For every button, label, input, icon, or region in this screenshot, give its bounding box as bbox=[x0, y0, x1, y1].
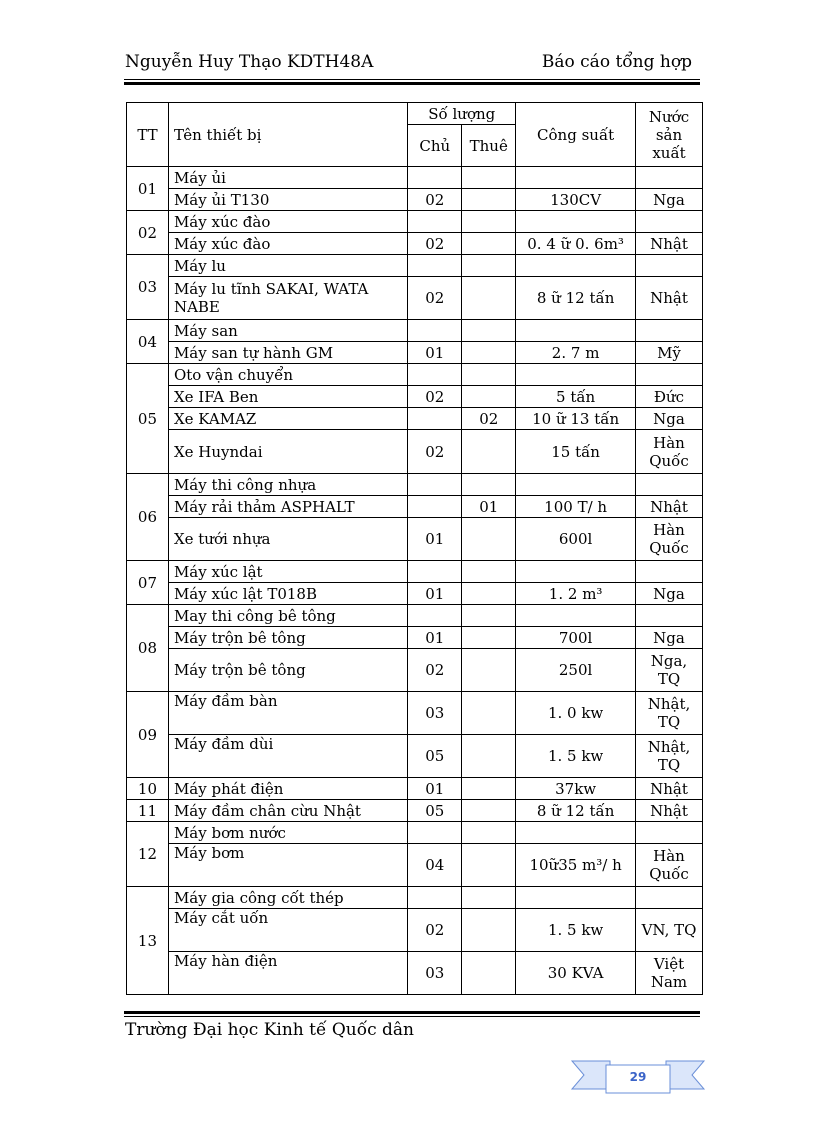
cell-name: Máy gia công cốt thép bbox=[168, 887, 407, 909]
table-row bbox=[127, 778, 703, 800]
cell-name: Máy thi công nhựa bbox=[168, 474, 407, 496]
cell-own: 01 bbox=[408, 518, 462, 561]
cell-origin: Nhật, TQ bbox=[636, 735, 703, 778]
cell-own bbox=[408, 474, 462, 496]
cell-name: Xe Huyndai bbox=[168, 430, 407, 474]
cell-own: 01 bbox=[408, 583, 462, 605]
cell-own: 03 bbox=[408, 692, 462, 735]
table-row bbox=[127, 822, 703, 844]
table-row bbox=[127, 561, 703, 583]
cell-name: Máy san tự hành GM bbox=[168, 342, 407, 364]
table-row bbox=[127, 627, 703, 649]
cell-own: 02 bbox=[408, 649, 462, 692]
table-row bbox=[127, 167, 703, 189]
table-row bbox=[127, 233, 703, 255]
cell-name: May thi công bê tông bbox=[168, 605, 407, 627]
cell-origin: Nhật, TQ bbox=[636, 692, 703, 735]
cell-name: Máy bơm bbox=[168, 844, 407, 887]
cell-own bbox=[408, 887, 462, 909]
cell-name: Máy xúc lật T018B bbox=[168, 583, 407, 605]
cell-power: 700l bbox=[516, 627, 636, 649]
cell-name: Máy rải thảm ASPHALT bbox=[168, 496, 407, 518]
cell-name: Máy đầm chân cừu Nhật bbox=[168, 800, 407, 822]
header-rule-thick bbox=[124, 82, 700, 85]
cell-rent bbox=[462, 211, 516, 233]
table-row bbox=[127, 364, 703, 386]
cell-power bbox=[516, 320, 636, 342]
cell-rent bbox=[462, 518, 516, 561]
cell-rent bbox=[462, 167, 516, 189]
cell-origin: Nhật bbox=[636, 277, 703, 320]
cell-name: Máy bơm nước bbox=[168, 822, 407, 844]
cell-own: 05 bbox=[408, 735, 462, 778]
cell-tt: 08 bbox=[127, 605, 169, 692]
cell-rent bbox=[462, 320, 516, 342]
cell-own bbox=[408, 211, 462, 233]
cell-power: 600l bbox=[516, 518, 636, 561]
cell-origin bbox=[636, 605, 703, 627]
footer-rule-thick bbox=[124, 1011, 700, 1014]
table-row bbox=[127, 342, 703, 364]
cell-power: 10 ữ 13 tấn bbox=[516, 408, 636, 430]
cell-power: 0. 4 ữ 0. 6m³ bbox=[516, 233, 636, 255]
table-row bbox=[127, 430, 703, 474]
cell-origin bbox=[636, 887, 703, 909]
cell-power bbox=[516, 211, 636, 233]
col-tt: TT bbox=[127, 103, 169, 167]
col-origin: Nước sản xuất bbox=[636, 103, 703, 167]
cell-power: 1. 5 kw bbox=[516, 909, 636, 952]
cell-power: 1. 5 kw bbox=[516, 735, 636, 778]
cell-power bbox=[516, 474, 636, 496]
cell-rent bbox=[462, 430, 516, 474]
cell-own: 02 bbox=[408, 430, 462, 474]
cell-own: 01 bbox=[408, 627, 462, 649]
cell-name: Máy lu bbox=[168, 255, 407, 277]
cell-name: Máy đầm bàn bbox=[168, 692, 407, 735]
table-row bbox=[127, 692, 703, 735]
cell-power: 1. 0 kw bbox=[516, 692, 636, 735]
cell-name: Máy trộn bê tông bbox=[168, 627, 407, 649]
table-row bbox=[127, 909, 703, 952]
cell-power: 130CV bbox=[516, 189, 636, 211]
page-number: 29 bbox=[629, 1070, 647, 1084]
cell-own bbox=[408, 605, 462, 627]
cell-own bbox=[408, 255, 462, 277]
cell-power bbox=[516, 605, 636, 627]
cell-name: Xe KAMAZ bbox=[168, 408, 407, 430]
header-author: Nguyễn Huy Thạo KDTH48A bbox=[125, 52, 374, 72]
cell-name: Máy xúc đào bbox=[168, 233, 407, 255]
cell-rent bbox=[462, 364, 516, 386]
table-row bbox=[127, 496, 703, 518]
cell-own bbox=[408, 320, 462, 342]
cell-power: 5 tấn bbox=[516, 386, 636, 408]
cell-power bbox=[516, 887, 636, 909]
cell-own: 04 bbox=[408, 844, 462, 887]
cell-rent bbox=[462, 233, 516, 255]
table-row bbox=[127, 320, 703, 342]
cell-rent bbox=[462, 474, 516, 496]
table-row bbox=[127, 952, 703, 995]
cell-origin: Nga, TQ bbox=[636, 649, 703, 692]
cell-rent bbox=[462, 822, 516, 844]
cell-rent bbox=[462, 583, 516, 605]
footer-school: Trường Đại học Kinh tế Quốc dân bbox=[125, 1020, 414, 1040]
cell-rent: 02 bbox=[462, 408, 516, 430]
cell-origin: VN, TQ bbox=[636, 909, 703, 952]
cell-name: Máy phát điện bbox=[168, 778, 407, 800]
cell-tt: 13 bbox=[127, 887, 169, 995]
cell-own: 02 bbox=[408, 233, 462, 255]
table-row bbox=[127, 408, 703, 430]
cell-rent bbox=[462, 386, 516, 408]
table-row bbox=[127, 189, 703, 211]
cell-rent: 01 bbox=[462, 496, 516, 518]
cell-name: Máy cắt uốn bbox=[168, 909, 407, 952]
cell-name: Xe IFA Ben bbox=[168, 386, 407, 408]
cell-own bbox=[408, 822, 462, 844]
cell-origin: Nhật bbox=[636, 800, 703, 822]
cell-rent bbox=[462, 605, 516, 627]
cell-own: 01 bbox=[408, 342, 462, 364]
cell-tt: 09 bbox=[127, 692, 169, 778]
cell-power bbox=[516, 561, 636, 583]
cell-own: 02 bbox=[408, 909, 462, 952]
cell-origin: Nga bbox=[636, 408, 703, 430]
cell-own bbox=[408, 496, 462, 518]
cell-rent bbox=[462, 692, 516, 735]
cell-origin bbox=[636, 364, 703, 386]
col-power: Công suất bbox=[516, 103, 636, 167]
table-row bbox=[127, 255, 703, 277]
table-body bbox=[127, 167, 703, 995]
cell-tt: 04 bbox=[127, 320, 169, 364]
cell-tt: 05 bbox=[127, 364, 169, 474]
cell-own: 02 bbox=[408, 189, 462, 211]
col-quantity: Số lượng bbox=[408, 103, 516, 125]
cell-origin: Nhật bbox=[636, 496, 703, 518]
cell-rent bbox=[462, 277, 516, 320]
table-row bbox=[127, 518, 703, 561]
equipment-table bbox=[126, 102, 703, 995]
cell-tt: 11 bbox=[127, 800, 169, 822]
cell-power: 100 T/ h bbox=[516, 496, 636, 518]
cell-name: Máy lu tĩnh SAKAI, WATA NABE bbox=[168, 277, 407, 320]
cell-rent bbox=[462, 255, 516, 277]
cell-own: 02 bbox=[408, 386, 462, 408]
cell-origin bbox=[636, 320, 703, 342]
cell-origin bbox=[636, 474, 703, 496]
table-row bbox=[127, 844, 703, 887]
cell-rent bbox=[462, 844, 516, 887]
cell-name: Máy xúc lật bbox=[168, 561, 407, 583]
cell-own: 02 bbox=[408, 277, 462, 320]
cell-origin bbox=[636, 211, 703, 233]
cell-own bbox=[408, 167, 462, 189]
table-row bbox=[127, 800, 703, 822]
cell-rent bbox=[462, 735, 516, 778]
col-own: Chủ bbox=[408, 125, 462, 167]
cell-name: Máy đầm dùi bbox=[168, 735, 407, 778]
cell-rent bbox=[462, 649, 516, 692]
cell-power: 10ữ35 m³/ h bbox=[516, 844, 636, 887]
cell-rent bbox=[462, 561, 516, 583]
cell-name: Oto vận chuyển bbox=[168, 364, 407, 386]
table-row bbox=[127, 583, 703, 605]
col-rent: Thuê bbox=[462, 125, 516, 167]
cell-tt: 10 bbox=[127, 778, 169, 800]
cell-own: 01 bbox=[408, 778, 462, 800]
cell-tt: 07 bbox=[127, 561, 169, 605]
cell-origin: Việt Nam bbox=[636, 952, 703, 995]
footer-rule-thin bbox=[124, 1016, 700, 1017]
cell-rent bbox=[462, 800, 516, 822]
cell-origin: Nga bbox=[636, 189, 703, 211]
cell-rent bbox=[462, 189, 516, 211]
table-row bbox=[127, 474, 703, 496]
table-row bbox=[127, 735, 703, 778]
cell-origin: Đức bbox=[636, 386, 703, 408]
cell-tt: 06 bbox=[127, 474, 169, 561]
table-row bbox=[127, 386, 703, 408]
cell-name: Máy san bbox=[168, 320, 407, 342]
col-name: Tên thiết bị bbox=[168, 103, 407, 167]
cell-origin bbox=[636, 167, 703, 189]
table-row bbox=[127, 277, 703, 320]
cell-power bbox=[516, 822, 636, 844]
cell-name: Máy ủi bbox=[168, 167, 407, 189]
cell-power: 1. 2 m³ bbox=[516, 583, 636, 605]
cell-name: Máy xúc đào bbox=[168, 211, 407, 233]
cell-own bbox=[408, 408, 462, 430]
cell-rent bbox=[462, 909, 516, 952]
table-row bbox=[127, 211, 703, 233]
table-row bbox=[127, 649, 703, 692]
cell-rent bbox=[462, 342, 516, 364]
cell-power bbox=[516, 255, 636, 277]
cell-power: 15 tấn bbox=[516, 430, 636, 474]
header-rule-thin bbox=[124, 79, 700, 80]
cell-tt: 03 bbox=[127, 255, 169, 320]
header-title: Báo cáo tổng hợp bbox=[541, 52, 692, 72]
cell-origin: Hàn Quốc bbox=[636, 844, 703, 887]
cell-origin bbox=[636, 561, 703, 583]
cell-rent bbox=[462, 778, 516, 800]
cell-tt: 01 bbox=[127, 167, 169, 211]
cell-tt: 12 bbox=[127, 822, 169, 887]
cell-own: 03 bbox=[408, 952, 462, 995]
cell-own bbox=[408, 561, 462, 583]
cell-origin bbox=[636, 255, 703, 277]
cell-rent bbox=[462, 627, 516, 649]
table-row bbox=[127, 887, 703, 909]
cell-power: 30 KVA bbox=[516, 952, 636, 995]
cell-name: Xe tưới nhựa bbox=[168, 518, 407, 561]
cell-rent bbox=[462, 952, 516, 995]
cell-name: Máy trộn bê tông bbox=[168, 649, 407, 692]
cell-own bbox=[408, 364, 462, 386]
cell-power: 2. 7 m bbox=[516, 342, 636, 364]
cell-origin bbox=[636, 822, 703, 844]
cell-power bbox=[516, 364, 636, 386]
cell-origin: Nga bbox=[636, 627, 703, 649]
cell-origin: Nga bbox=[636, 583, 703, 605]
cell-power: 8 ữ 12 tấn bbox=[516, 800, 636, 822]
cell-name: Máy hàn điện bbox=[168, 952, 407, 995]
cell-power bbox=[516, 167, 636, 189]
cell-origin: Nhật bbox=[636, 233, 703, 255]
cell-origin: Mỹ bbox=[636, 342, 703, 364]
cell-power: 37kw bbox=[516, 778, 636, 800]
cell-tt: 02 bbox=[127, 211, 169, 255]
cell-own: 05 bbox=[408, 800, 462, 822]
cell-origin: Hàn Quốc bbox=[636, 518, 703, 561]
cell-rent bbox=[462, 887, 516, 909]
cell-power: 250l bbox=[516, 649, 636, 692]
cell-name: Máy ủi T130 bbox=[168, 189, 407, 211]
table-row bbox=[127, 605, 703, 627]
cell-origin: Nhật bbox=[636, 778, 703, 800]
cell-origin: Hàn Quốc bbox=[636, 430, 703, 474]
cell-power: 8 ữ 12 tấn bbox=[516, 277, 636, 320]
